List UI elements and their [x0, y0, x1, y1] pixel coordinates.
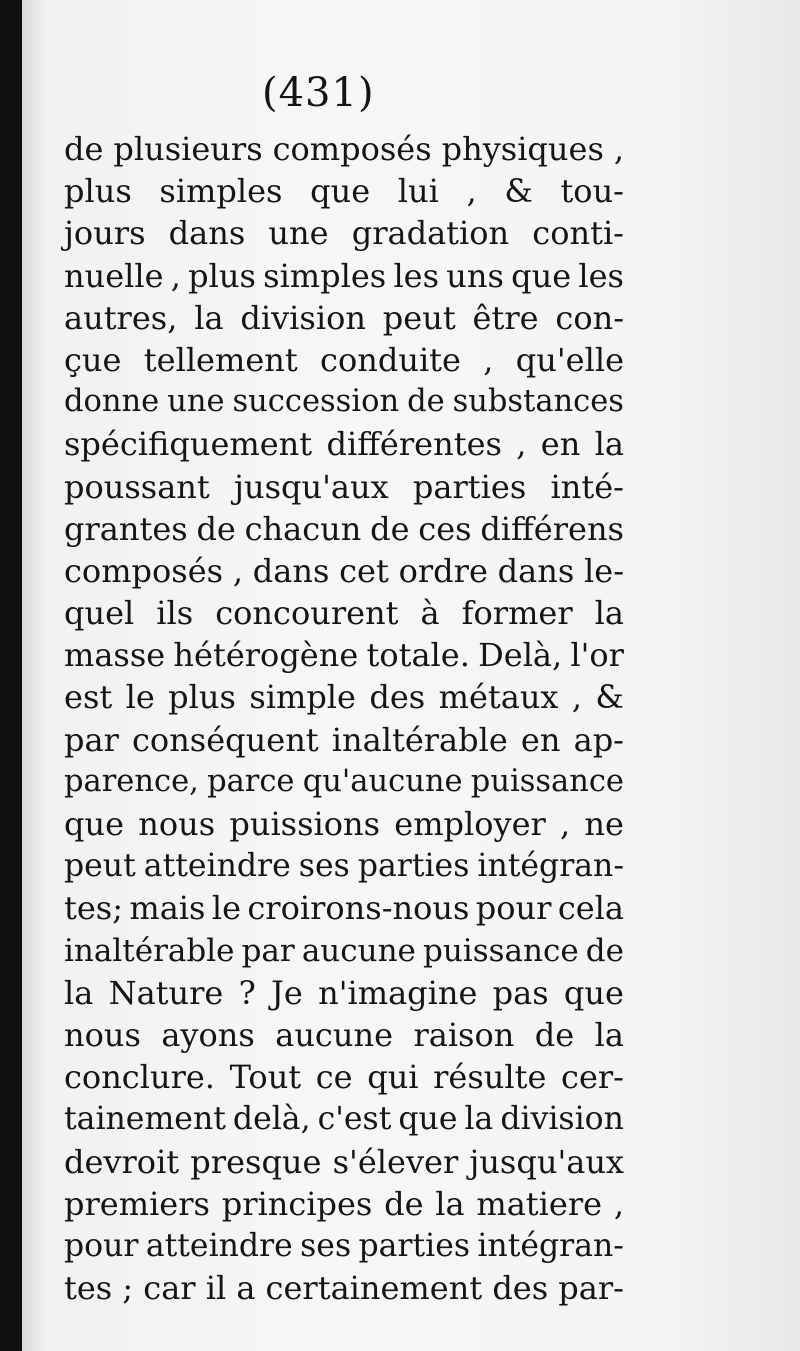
text-line: tes; mais le croirons-nous pour cela — [64, 889, 624, 928]
text-line: spécifiquement différentes , en la — [64, 425, 624, 464]
text-line: devroit presque s'élever jusqu'aux — [64, 1142, 624, 1181]
text-line: masse hétérogène totale. Delà, l'or — [64, 636, 624, 675]
text-line: que nous puissions employer , ne — [64, 805, 624, 843]
text-line: tainement delà, c'est que la division — [64, 1101, 624, 1138]
text-line: grantes de chacun de ces différens — [64, 509, 624, 548]
text-line: plus simples que lui , & tou- — [64, 172, 624, 211]
page-number: (431) — [262, 70, 375, 116]
text-line: nous ayons aucune raison de la — [64, 1015, 624, 1054]
text-line: pour atteindre ses parties intégran- — [64, 1227, 624, 1264]
text-line: composés , dans cet ordre dans le- — [64, 551, 624, 590]
text-line: conclure. Tout ce qui résulte cer- — [64, 1058, 624, 1097]
text-line: est le plus simple des métaux , & — [64, 678, 624, 717]
body-text — [64, 128, 624, 1309]
text-line: jours dans une gradation conti- — [64, 214, 624, 253]
text-line: par conséquent inaltérable en ap- — [64, 720, 624, 759]
paper-sheet — [22, 0, 800, 1351]
text-line: nuelle , plus simples les uns que les — [64, 256, 624, 295]
text-line: quel ils concourent à former la — [64, 594, 624, 633]
text-line: donne une succession de substances — [64, 384, 624, 420]
text-line: de plusieurs composés physiques , — [64, 130, 624, 168]
text-line: premiers principes de la matiere , — [64, 1184, 624, 1223]
text-line: tes ; car il a certainement des par- — [64, 1269, 624, 1308]
text-line: inaltérable par aucune puissance de — [64, 932, 624, 969]
text-line: la Nature ? Je n'imagine pas que — [64, 973, 624, 1012]
text-line: poussant jusqu'aux parties inté- — [64, 467, 624, 506]
text-line: autres, la division peut être con- — [64, 298, 624, 337]
text-line: peut atteindre ses parties intégran- — [64, 848, 624, 885]
text-line: parence, parce qu'aucune puissance — [64, 763, 624, 799]
text-line: çue tellement conduite , qu'elle — [64, 340, 624, 379]
